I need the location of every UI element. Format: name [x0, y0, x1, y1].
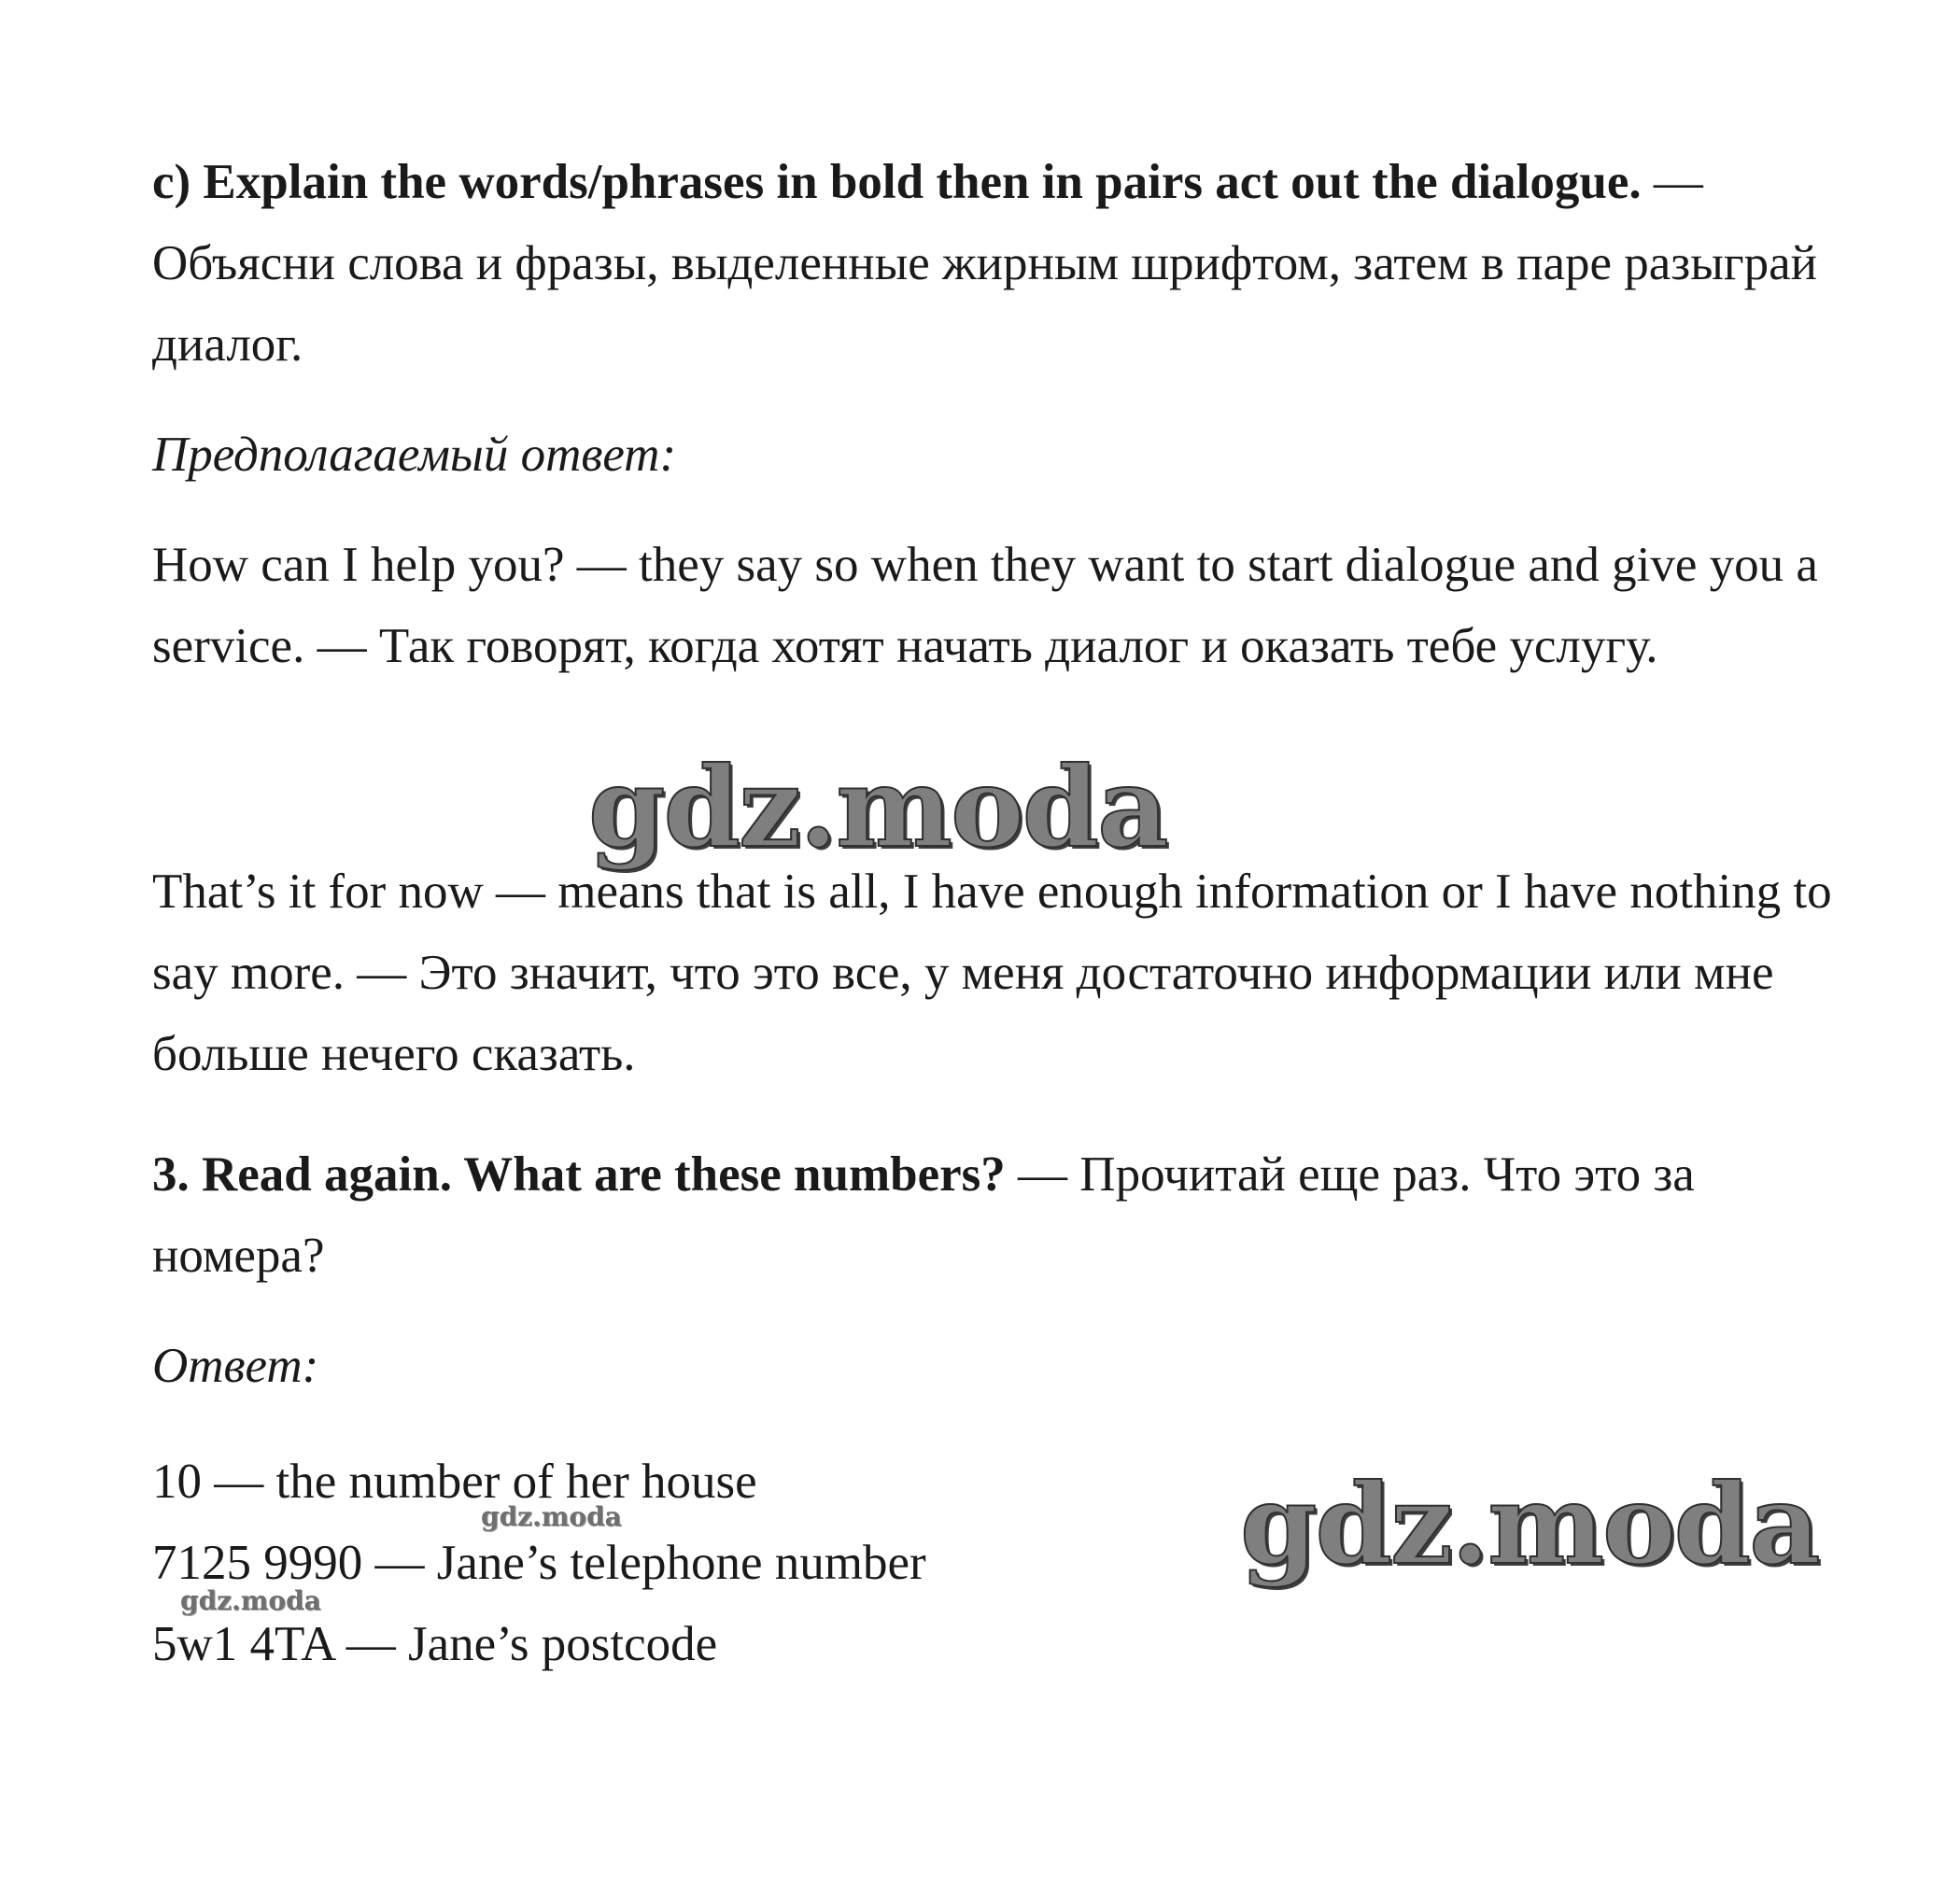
answer-line: 5w1 4TA — Jane’s postcode — [152, 1617, 718, 1671]
answer-label: Ответ: — [152, 1339, 319, 1393]
task-3-instruction — [152, 1134, 1833, 1297]
entry-text: How can I help you? — they say so when they want to start dialogue and give you a service. — Так говорят, когда хотят начать диалог и оказать тебе услугу. — [152, 538, 1818, 673]
answer-line: 7125 9990 — Jane’s telephone number — [152, 1536, 926, 1590]
task-c-bold-text: c) Explain the words/phrases in bold then in pairs act out the dialogue. — [152, 155, 1642, 209]
entry-how-can-i-help — [152, 525, 1833, 687]
task-c-instruction — [152, 142, 1833, 386]
task-3-paragraph — [152, 1134, 1833, 1297]
entry-text: That’s it for now — means that is all, I have enough information or I have nothing to say more. — Это значит, что это все, у меня достаточно информации или мне больше нечего сказать. — [152, 865, 1832, 1081]
task-c-translation: — Объясни слова и фразы, выделенные жирным шрифтом, затем в паре разыграй диалог. — [152, 155, 1817, 372]
watermark-small: gdz.moda — [180, 1585, 321, 1616]
suggested-answer-label: Предполагаемый ответ: — [152, 428, 677, 482]
task-3-translation: — Прочитай еще раз. Что это за номера? — [152, 1147, 1695, 1283]
task-c-paragraph — [152, 142, 1833, 386]
watermark-logo: gdz.moda — [588, 742, 1167, 872]
task-3-bold-text: 3. Read again. What are these numbers? — [152, 1147, 1006, 1202]
entry-thats-it-for-now — [152, 851, 1833, 1095]
watermark-logo: gdz.moda — [1240, 1459, 1819, 1589]
watermark-small: gdz.moda — [481, 1501, 622, 1532]
answer-line: 10 — the number of her house — [152, 1455, 757, 1509]
